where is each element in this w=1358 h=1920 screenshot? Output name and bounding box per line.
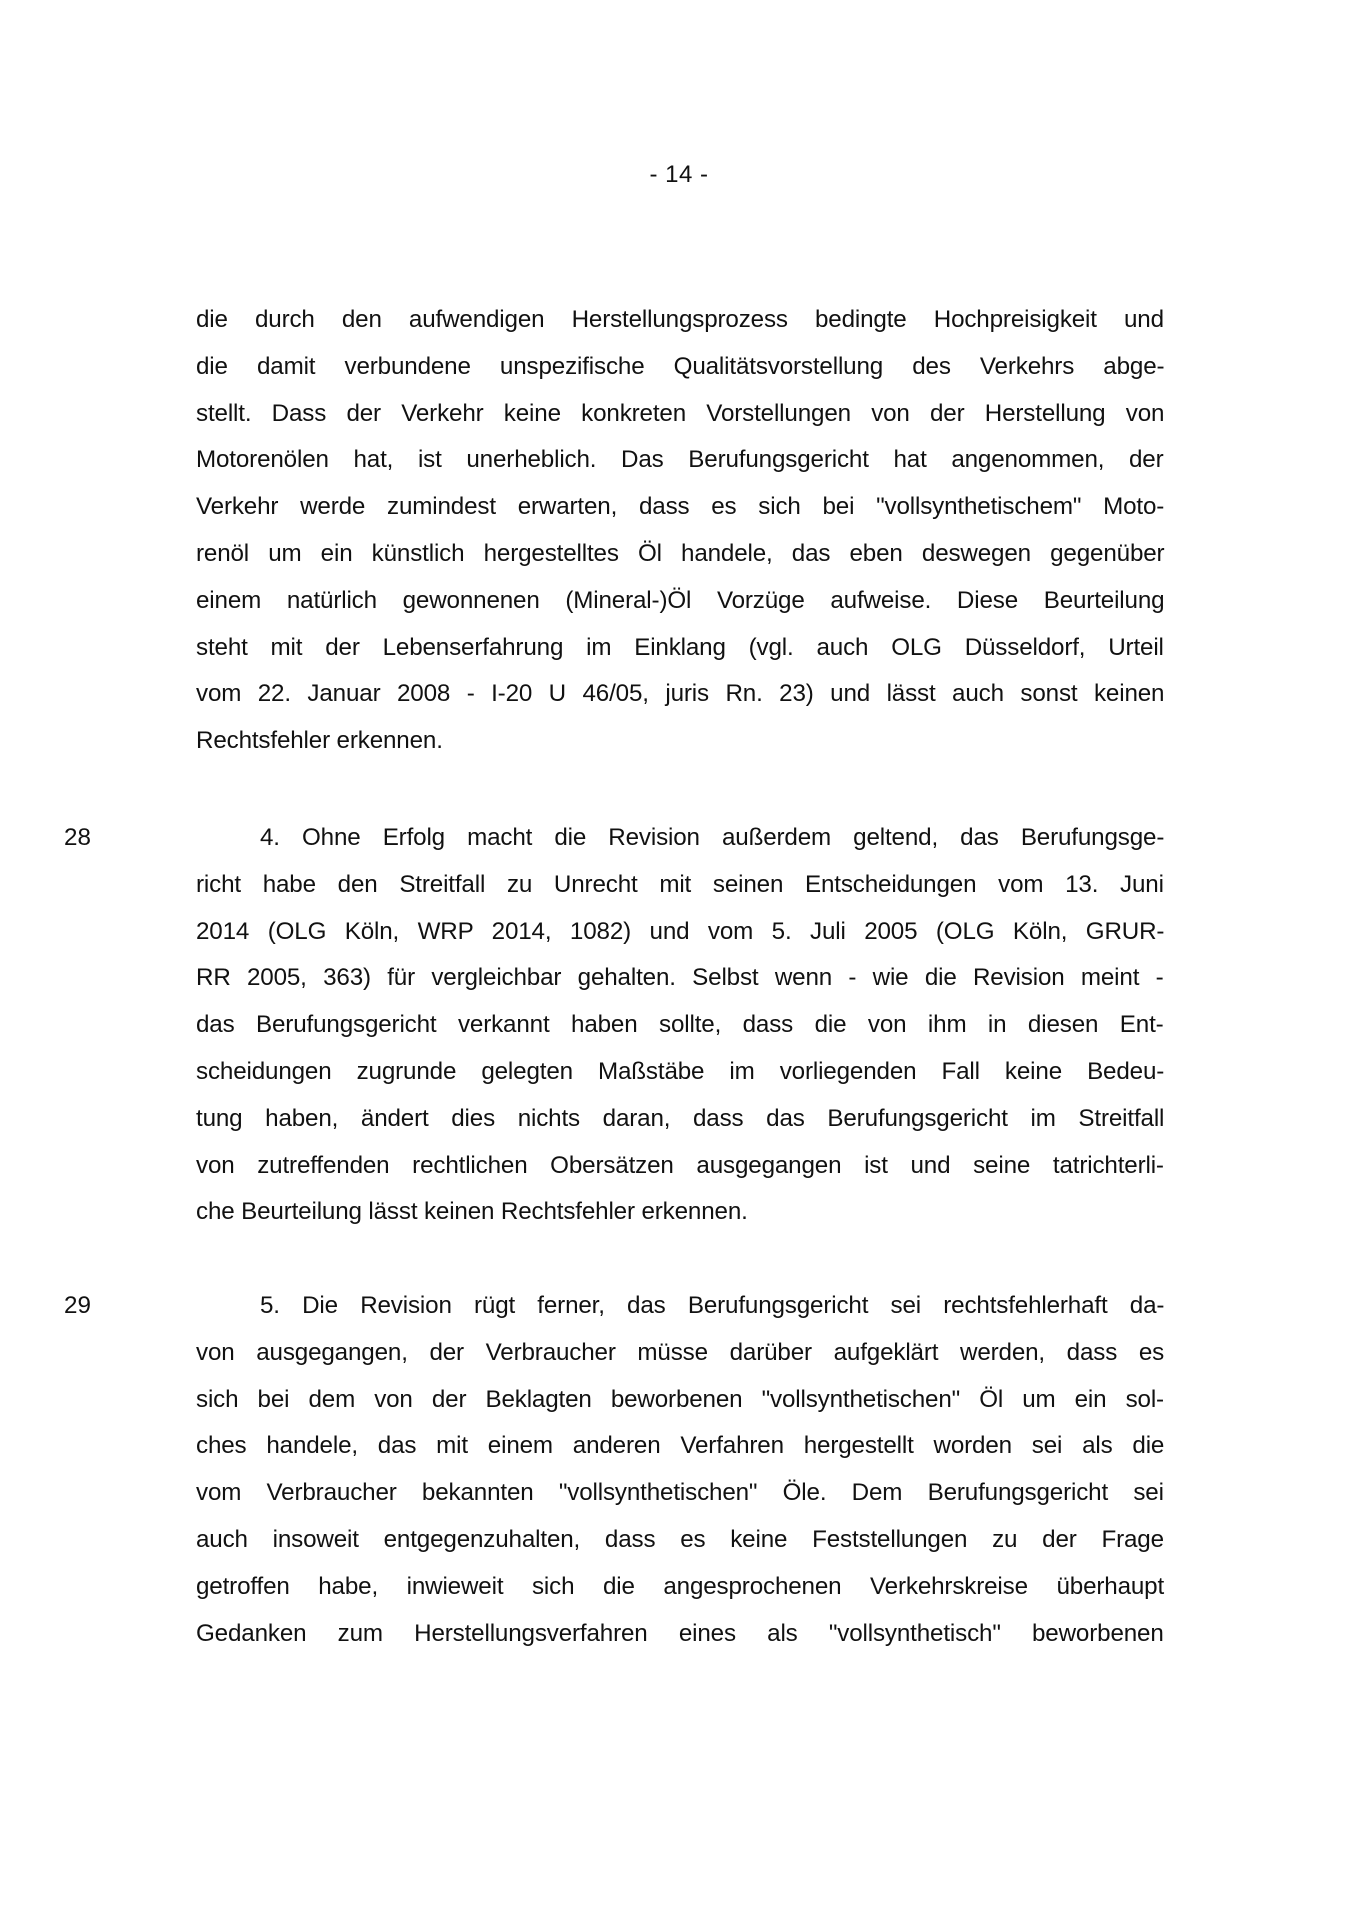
text-line: die damit verbundene unspezifische Qualitätsvorstellung des Verkehrs abge- — [196, 352, 1165, 380]
text-line: getroffen habe, inwieweit sich die angesprochenen Verkehrskreise überhaupt — [196, 1572, 1165, 1600]
text-line: die durch den aufwendigen Herstellungsprozess bedingte Hochpreisigkeit und — [196, 306, 1164, 333]
paragraph-continuation — [196, 297, 1164, 765]
margin-number: 28 — [64, 824, 91, 851]
text-line: steht mit der Lebenserfahrung im Einklang (vgl. auch OLG Düsseldorf, Urteil — [196, 633, 1164, 661]
paragraph-29 — [196, 1283, 1164, 1657]
text-line: che Beurteilung lässt keinen Rechtsfehler erkennen. — [196, 1198, 748, 1226]
text-line: Verkehr werde zumindest erwarten, dass es sich bei "vollsynthetischem" Moto- — [196, 493, 1165, 521]
text-line: scheidungen zugrunde gelegten Maßstäbe im vorliegenden Fall keine Bedeu- — [196, 1057, 1165, 1085]
text-line: von zutreffenden rechtlichen Obersätzen ausgegangen ist und seine tatrichterli- — [196, 1151, 1164, 1179]
text-line: vom 22. Januar 2008 - I-20 U 46/05, juris Rn. 23) und lässt auch sonst keinen — [196, 680, 1165, 708]
text-line: 4. Ohne Erfolg macht die Revision außerdem geltend, das Berufungsge- — [260, 824, 1165, 851]
paragraph-28 — [196, 815, 1164, 1236]
text-line: RR 2005, 363) für vergleichbar gehalten. Selbst wenn - wie die Revision meint - — [196, 964, 1164, 992]
text-line: von ausgegangen, der Verbraucher müsse darüber aufgeklärt werden, dass es — [196, 1338, 1165, 1366]
text-line: auch insoweit entgegenzuhalten, dass es keine Feststellungen zu der Frage — [196, 1525, 1164, 1553]
text-line: sich bei dem von der Beklagten beworbenen "vollsynthetischen" Öl um ein sol- — [196, 1385, 1164, 1413]
text-line: richt habe den Streitfall zu Unrecht mit seinen Entscheidungen vom 13. Juni — [196, 870, 1164, 898]
text-line: Gedanken zum Herstellungsverfahren eines als "vollsynthetisch" beworbenen — [196, 1619, 1164, 1647]
text-line: stellt. Dass der Verkehr keine konkreten Vorstellungen von der Herstellung von — [196, 399, 1165, 427]
text-line: einem natürlich gewonnenen (Mineral-)Öl Vorzüge aufweise. Diese Beurteilung — [196, 586, 1165, 614]
text-line: renöl um ein künstlich hergestelltes Öl handele, das eben deswegen gegenüber — [196, 539, 1165, 567]
text-line: vom Verbraucher bekannten "vollsynthetischen" Öle. Dem Berufungsgericht sei — [196, 1479, 1164, 1507]
margin-number: 29 — [64, 1292, 91, 1319]
page-number: - 14 - — [649, 161, 709, 188]
text-line: 5. Die Revision rügt ferner, das Berufungsgericht sei rechtsfehlerhaft da- — [260, 1292, 1165, 1319]
text-line: Motorenölen hat, ist unerheblich. Das Berufungsgericht hat angenommen, der — [196, 446, 1164, 474]
text-line: ches handele, das mit einem anderen Verfahren hergestellt worden sei als die — [196, 1432, 1165, 1460]
text-line: das Berufungsgericht verkannt haben sollte, dass die von ihm in diesen Ent- — [196, 1011, 1164, 1039]
text-line: 2014 (OLG Köln, WRP 2014, 1082) und vom 5. Juli 2005 (OLG Köln, GRUR- — [196, 917, 1165, 945]
text-line: Rechtsfehler erkennen. — [196, 727, 443, 755]
text-line: tung haben, ändert dies nichts daran, dass das Berufungsgericht im Streitfall — [196, 1104, 1165, 1132]
